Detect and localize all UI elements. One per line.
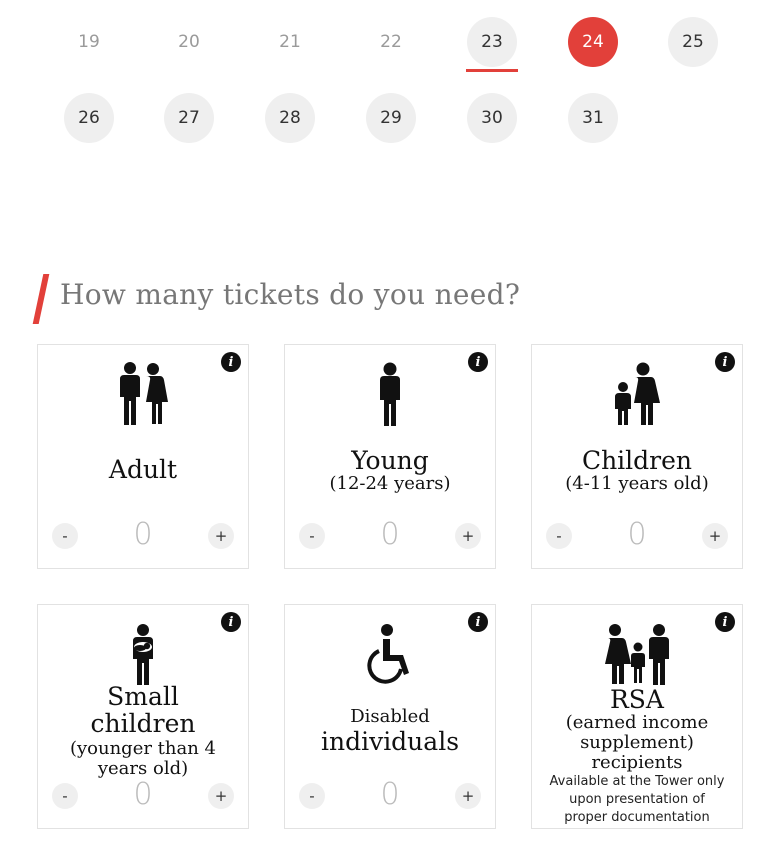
ticket-card-small-children [37, 604, 249, 829]
card-title: Young [351, 446, 429, 475]
card-note: Available at the Tower only upon presentation of proper documentation [549, 774, 725, 825]
calendar-day-24[interactable]: 24 [568, 17, 618, 67]
calendar-day-23[interactable]: 23 [467, 17, 517, 67]
card-title-line2: children [90, 709, 196, 738]
card-title: Adult [108, 455, 178, 484]
quantity-value: 0 [627, 517, 647, 552]
calendar-day-21: 21 [279, 32, 301, 52]
quantity-value: 0 [380, 517, 400, 552]
card-title: Children [581, 446, 693, 475]
calendar-day-25[interactable]: 25 [668, 17, 718, 67]
decrement-button[interactable]: - [52, 783, 78, 809]
ticket-card-children [531, 344, 743, 569]
card-title: individuals [320, 727, 460, 756]
increment-button[interactable]: + [208, 523, 234, 549]
increment-button[interactable]: + [208, 783, 234, 809]
calendar-day-30[interactable]: 30 [467, 93, 517, 143]
card-title: RSA [609, 685, 664, 714]
calendar-day-22: 22 [380, 32, 402, 52]
increment-button[interactable]: + [702, 523, 728, 549]
family-icon [599, 623, 675, 685]
quantity-value: 0 [133, 777, 153, 812]
card-subtitle: (younger than 4 years old) [69, 738, 217, 779]
decrement-button[interactable]: - [52, 523, 78, 549]
card-subtitle: (12-24 years) [329, 473, 451, 494]
ticket-card-young [284, 344, 496, 569]
quantity-value: 0 [380, 777, 400, 812]
info-icon[interactable]: i [468, 612, 488, 632]
ticket-card-rsa [531, 604, 743, 829]
ticket-card-adult [37, 344, 249, 569]
today-indicator [466, 69, 518, 72]
calendar-day-31[interactable]: 31 [568, 93, 618, 143]
adults-icon [116, 361, 170, 427]
info-icon[interactable]: i [221, 352, 241, 372]
person-holding-baby-icon [126, 623, 160, 685]
decrement-button[interactable]: - [299, 783, 325, 809]
calendar-day-20: 20 [178, 32, 200, 52]
calendar-day-28[interactable]: 28 [265, 93, 315, 143]
decrement-button[interactable]: - [299, 523, 325, 549]
card-pretitle: Disabled [350, 706, 430, 727]
info-icon[interactable]: i [468, 352, 488, 372]
calendar-day-27[interactable]: 27 [164, 93, 214, 143]
card-title-line1: Small [107, 682, 179, 711]
card-subtitle: (4-11 years old) [565, 473, 709, 494]
section-heading: How many tickets do you need? [60, 278, 521, 311]
info-icon[interactable]: i [715, 352, 735, 372]
ticket-card-disabled [284, 604, 496, 829]
wheelchair-icon [363, 623, 417, 685]
info-icon[interactable]: i [715, 612, 735, 632]
increment-button[interactable]: + [455, 783, 481, 809]
calendar-day-19: 19 [78, 32, 100, 52]
calendar-day-26[interactable]: 26 [64, 93, 114, 143]
calendar-day-29[interactable]: 29 [366, 93, 416, 143]
parent-child-icon [612, 361, 662, 427]
heading-accent [33, 274, 50, 324]
decrement-button[interactable]: - [546, 523, 572, 549]
quantity-value: 0 [133, 517, 153, 552]
info-icon[interactable]: i [221, 612, 241, 632]
young-person-icon [375, 361, 405, 427]
card-subtitle: (earned income supplement) recipients [565, 712, 709, 773]
increment-button[interactable]: + [455, 523, 481, 549]
